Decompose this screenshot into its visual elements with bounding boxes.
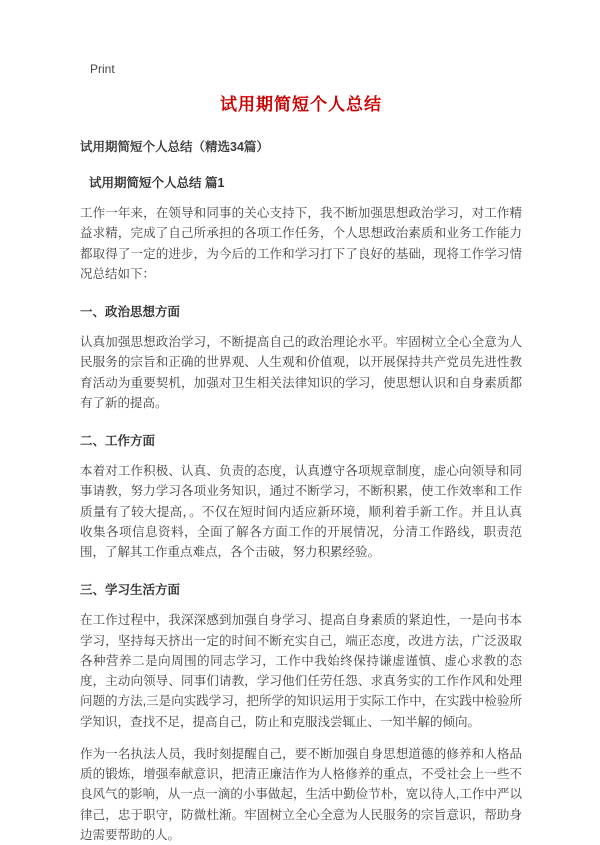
body-paragraph: 认真加强思想政治学习，不断提高自己的政治理论水平。牢固树立全心全意为人民服务的宗旨和正确的世界观、人生观和价值观，以开展保持共产党员先进性教育活动为重要契机，加强对卫生相关法律知识的学习，使思想认识和自身素质都有了新的提高。 <box>80 335 522 410</box>
section-heading: 试用期简短个人总结 篇1 <box>89 176 225 190</box>
document-content <box>80 173 522 845</box>
body-paragraph: 工作一年来，在领导和同事的关心支持下，我不断加强思想政治学习，对工作精益求精，完成了自己所承担的各项工作任务，个人思想政治素质和业务工作能力都取得了一定的进步，为今后的工作和学习打下了良好的基础，现将工作学习情况总结如下： <box>80 206 522 281</box>
page-title: 试用期简短个人总结 <box>220 95 382 114</box>
section-heading: 三、学习生活方面 <box>80 583 181 598</box>
section-heading: 二、工作方面 <box>80 434 156 448</box>
body-paragraph: 作为一名执法人员，我时刻提醒自己，要不断加强自身思想道德的修养和人格品质的锻炼，增强奉献意识，把清正廉洁作为人格修养的重点，不受社会上一些不良风气的影响，从一点一滴的小事做起，生活中勤俭节朴，宽以待人,工作中严以律己，忠于职守，防微杜渐。牢固树立全心全意为人民服务的宗旨意识，帮助身边需要帮助的人。 <box>80 746 522 842</box>
print-link[interactable]: Print <box>90 62 115 76</box>
page-subtitle: 试用期简短个人总结（精选34篇） <box>80 140 269 154</box>
section-heading: 一、政治思想方面 <box>80 305 181 319</box>
body-paragraph: 本着对工作积极、认真、负责的态度，认真遵守各项规章制度，虚心向领导和同事请教，努力学习各项业务知识，通过不断学习，不断积累，使工作效率和工作质量有了较大提高，。不仅在短时间内适应新环境，顺利着手新工作。并且认真收集各项信息资料，全面了解各方面工作的开展情况，分清工作路线，职责范围，了解其工作重点难点，各个击破，努力积累经验。 <box>80 464 522 559</box>
body-paragraph: 在工作过程中，我深深感到加强自身学习、提高自身素质的紧迫性，一是向书本学习，坚持每天挤出一定的时间不断充实自己，端正态度，改进方法，广泛汲取各种营养二是向周围的同志学习，工作中我始终保持谦虚谨慎、虚心求教的态度，主动向领导、同事们请教，学习他们任劳任怨、求真务实的工作作风和处理问题的方法,三是向实践学习，把所学的知识运用于实际工作中，在实践中检验所学知识，查找不足，提高自己，防止和克服浅尝辄止、一知半解的倾向。 <box>80 613 522 729</box>
